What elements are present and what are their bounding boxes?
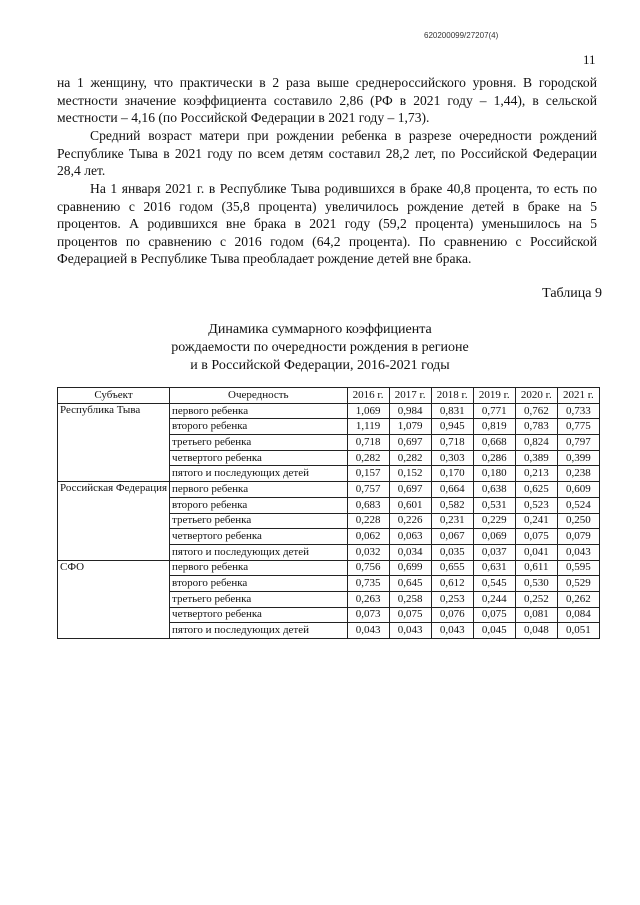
order-cell: четвертого ребенка (170, 450, 348, 466)
value-cell: 0,043 (347, 623, 389, 639)
value-cell: 0,945 (431, 419, 473, 435)
value-cell: 0,231 (431, 513, 473, 529)
value-cell: 0,076 (431, 607, 473, 623)
value-cell: 0,041 (515, 544, 557, 560)
value-cell: 0,075 (515, 529, 557, 545)
column-header: Очередность (170, 388, 348, 404)
value-cell: 0,638 (473, 482, 515, 498)
table-title-line: рождаемости по очередности рождения в регионе (171, 340, 469, 355)
table-body (58, 403, 600, 638)
value-cell: 0,831 (431, 403, 473, 419)
value-cell: 0,252 (515, 591, 557, 607)
value-cell: 0,250 (557, 513, 599, 529)
column-header: 2020 г. (515, 388, 557, 404)
column-header: 2017 г. (389, 388, 431, 404)
table-row (58, 403, 600, 419)
value-cell: 0,595 (557, 560, 599, 576)
paragraph-2: Средний возраст матери при рождении ребенка в разрезе очередности рождений Республике Тыва в 2021 году по всем детям составил 28,2 лет, по Российской Федерации 28,4 лет. (57, 128, 597, 179)
subject-cell: Республика Тыва (58, 403, 170, 481)
value-cell: 0,529 (557, 576, 599, 592)
value-cell: 0,655 (431, 560, 473, 576)
paragraph-1: на 1 женщину, что практически в 2 раза выше среднероссийского уровня. В городской местности значение коэффициента составило 2,86 (РФ в 2021 году – 1,44), в сельской местности – 4,16 (по Российской Федерации в 2021 году – 1,73). (57, 75, 597, 126)
value-cell: 0,084 (557, 607, 599, 623)
table-row (58, 560, 600, 576)
document-code: 620200099/27207(4) (424, 31, 499, 40)
fertility-table (57, 387, 600, 639)
order-cell: третьего ребенка (170, 513, 348, 529)
subject-cell: Российская Федерация (58, 482, 170, 560)
table-row (58, 482, 600, 498)
order-cell: второго ребенка (170, 497, 348, 513)
table-label: Таблица 9 (542, 286, 602, 301)
value-cell: 0,075 (473, 607, 515, 623)
value-cell: 1,079 (389, 419, 431, 435)
value-cell: 0,631 (473, 560, 515, 576)
value-cell: 0,062 (347, 529, 389, 545)
value-cell: 0,073 (347, 607, 389, 623)
value-cell: 0,389 (515, 450, 557, 466)
value-cell: 0,733 (557, 403, 599, 419)
value-cell: 1,119 (347, 419, 389, 435)
value-cell: 0,819 (473, 419, 515, 435)
value-cell: 0,079 (557, 529, 599, 545)
value-cell: 0,032 (347, 544, 389, 560)
value-cell: 0,530 (515, 576, 557, 592)
table-title-line: и в Российской Федерации, 2016-2021 годы (190, 358, 450, 373)
value-cell: 0,253 (431, 591, 473, 607)
subject-cell: СФО (58, 560, 170, 638)
order-cell: третьего ребенка (170, 591, 348, 607)
value-cell: 0,213 (515, 466, 557, 482)
value-cell: 0,037 (473, 544, 515, 560)
value-cell: 0,048 (515, 623, 557, 639)
value-cell: 0,601 (389, 497, 431, 513)
value-cell: 0,783 (515, 419, 557, 435)
order-cell: четвертого ребенка (170, 529, 348, 545)
value-cell: 0,282 (347, 450, 389, 466)
order-cell: четвертого ребенка (170, 607, 348, 623)
value-cell: 0,303 (431, 450, 473, 466)
value-cell: 0,735 (347, 576, 389, 592)
value-cell: 0,258 (389, 591, 431, 607)
value-cell: 0,545 (473, 576, 515, 592)
order-cell: второго ребенка (170, 576, 348, 592)
table-title-line: Динамика суммарного коэффициента (208, 322, 432, 337)
value-cell: 0,523 (515, 497, 557, 513)
value-cell: 0,611 (515, 560, 557, 576)
value-cell: 0,699 (389, 560, 431, 576)
order-cell: пятого и последующих детей (170, 466, 348, 482)
column-header: 2018 г. (431, 388, 473, 404)
value-cell: 0,524 (557, 497, 599, 513)
value-cell: 0,244 (473, 591, 515, 607)
value-cell: 0,170 (431, 466, 473, 482)
value-cell: 0,718 (431, 435, 473, 451)
paragraph-3: На 1 января 2021 г. в Республике Тыва родившихся в браке 40,8 процента, то есть по сравнению с 2016 годом (35,8 процента) увеличилось рождение детей в браке на 5 процентов. А родившихся вне брака в 2021 году (59,2 процента) уменьшилось на 5 процентов по сравнению с 2016 годом (64,2 процента). По сравнению с Российской Федерацией в Республике Тыва преобладает рождение детей вне брака. (57, 181, 597, 267)
value-cell: 0,152 (389, 466, 431, 482)
value-cell: 0,718 (347, 435, 389, 451)
value-cell: 1,069 (347, 403, 389, 419)
value-cell: 0,757 (347, 482, 389, 498)
value-cell: 0,762 (515, 403, 557, 419)
value-cell: 0,263 (347, 591, 389, 607)
value-cell: 0,067 (431, 529, 473, 545)
value-cell: 0,582 (431, 497, 473, 513)
value-cell: 0,645 (389, 576, 431, 592)
value-cell: 0,984 (389, 403, 431, 419)
value-cell: 0,625 (515, 482, 557, 498)
value-cell: 0,229 (473, 513, 515, 529)
value-cell: 0,228 (347, 513, 389, 529)
value-cell: 0,286 (473, 450, 515, 466)
order-cell: первого ребенка (170, 403, 348, 419)
value-cell: 0,612 (431, 576, 473, 592)
value-cell: 0,241 (515, 513, 557, 529)
value-cell: 0,683 (347, 497, 389, 513)
value-cell: 0,226 (389, 513, 431, 529)
value-cell: 0,180 (473, 466, 515, 482)
order-cell: первого ребенка (170, 482, 348, 498)
value-cell: 0,262 (557, 591, 599, 607)
value-cell: 0,797 (557, 435, 599, 451)
value-cell: 0,075 (389, 607, 431, 623)
page-number: 11 (583, 52, 596, 67)
value-cell: 0,399 (557, 450, 599, 466)
value-cell: 0,069 (473, 529, 515, 545)
value-cell: 0,609 (557, 482, 599, 498)
value-cell: 0,238 (557, 466, 599, 482)
order-cell: первого ребенка (170, 560, 348, 576)
order-cell: пятого и последующих детей (170, 544, 348, 560)
value-cell: 0,043 (557, 544, 599, 560)
value-cell: 0,051 (557, 623, 599, 639)
value-cell: 0,756 (347, 560, 389, 576)
value-cell: 0,157 (347, 466, 389, 482)
column-header: 2019 г. (473, 388, 515, 404)
value-cell: 0,035 (431, 544, 473, 560)
value-cell: 0,775 (557, 419, 599, 435)
value-cell: 0,771 (473, 403, 515, 419)
value-cell: 0,664 (431, 482, 473, 498)
value-cell: 0,034 (389, 544, 431, 560)
value-cell: 0,063 (389, 529, 431, 545)
value-cell: 0,824 (515, 435, 557, 451)
value-cell: 0,282 (389, 450, 431, 466)
value-cell: 0,697 (389, 435, 431, 451)
value-cell: 0,697 (389, 482, 431, 498)
value-cell: 0,531 (473, 497, 515, 513)
value-cell: 0,043 (431, 623, 473, 639)
order-cell: второго ребенка (170, 419, 348, 435)
order-cell: пятого и последующих детей (170, 623, 348, 639)
value-cell: 0,668 (473, 435, 515, 451)
column-header: Субъект (58, 388, 170, 404)
table-header-row (58, 388, 600, 404)
column-header: 2021 г. (557, 388, 599, 404)
order-cell: третьего ребенка (170, 435, 348, 451)
table-title (0, 321, 640, 375)
value-cell: 0,043 (389, 623, 431, 639)
column-header: 2016 г. (347, 388, 389, 404)
value-cell: 0,081 (515, 607, 557, 623)
value-cell: 0,045 (473, 623, 515, 639)
